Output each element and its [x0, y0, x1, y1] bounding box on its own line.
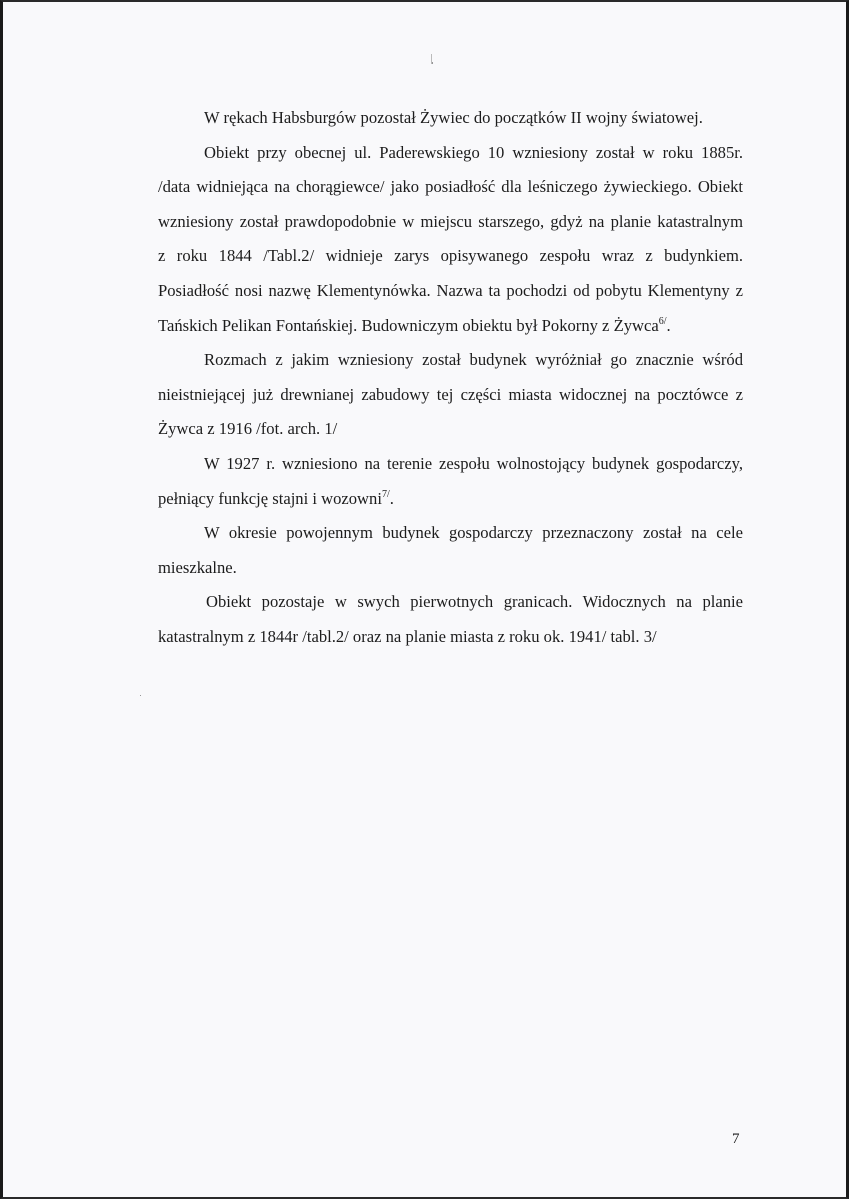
text-line: W rękach Habsburgów pozostał Żywiec do początków II wojny światowej.: [204, 108, 703, 127]
text-line: /data widniejąca na chorągiewce/ jako posiadłość dla leśniczego żywieckiego. Obiekt: [158, 177, 743, 197]
scan-mark: [431, 54, 432, 64]
text-line: Rozmach z jakim wzniesiony został budynek wyróżniał go znacznie wśród: [204, 350, 743, 370]
text-line: wzniesiony został prawdopodobnie w miejscu starszego, gdyż na planie katastralnym: [158, 211, 743, 231]
text-line: Obiekt pozostaje w swych pierwotnych granicach. Widocznych na planie: [206, 592, 743, 612]
footnote-ref: 6/: [658, 315, 667, 327]
text-line: z roku 1844 /Tabl.2/ widnieje zarys opisywanego zespołu wraz z budynkiem.: [158, 246, 743, 266]
text-line: Obiekt przy obecnej ul. Paderewskiego 10 wzniesiony został w roku 1885r.: [204, 142, 743, 162]
text-line: Żywca z 1916 /fot. arch. 1/: [158, 419, 338, 439]
text-fragment: pełniący funkcję stajni i wozowni: [158, 488, 382, 508]
text-line: [158, 482, 743, 517]
body-text: [158, 101, 743, 655]
punctuation: .: [389, 488, 394, 508]
punctuation: .: [666, 315, 671, 335]
text-line: [158, 309, 743, 344]
text-line: katastralnym z 1844r /tabl.2/ oraz na planie miasta z roku ok. 1941/ tabl. 3/: [158, 626, 657, 646]
text-line: nieistniejącej już drewnianej zabudowy tej części miasta widocznej na pocztówce z: [158, 384, 743, 404]
text-line: mieszkalne.: [158, 557, 237, 577]
text-line: Posiadłość nosi nazwę Klementynówka. Nazwa ta pochodzi od pobytu Klementyny z: [158, 280, 743, 300]
text-line: W okresie powojennym budynek gospodarczy przeznaczony został na cele: [204, 523, 743, 543]
page-number: 7: [732, 1131, 740, 1147]
scan-speck: [140, 695, 141, 696]
footnote-ref: 7/: [381, 488, 390, 500]
text-line: W 1927 r. wzniesiono na terenie zespołu wolnostojący budynek gospodarczy,: [204, 453, 743, 473]
text-fragment: Tańskich Pelikan Fontańskiej. Budowniczym obiektu był Pokorny z Żywca: [158, 315, 659, 335]
